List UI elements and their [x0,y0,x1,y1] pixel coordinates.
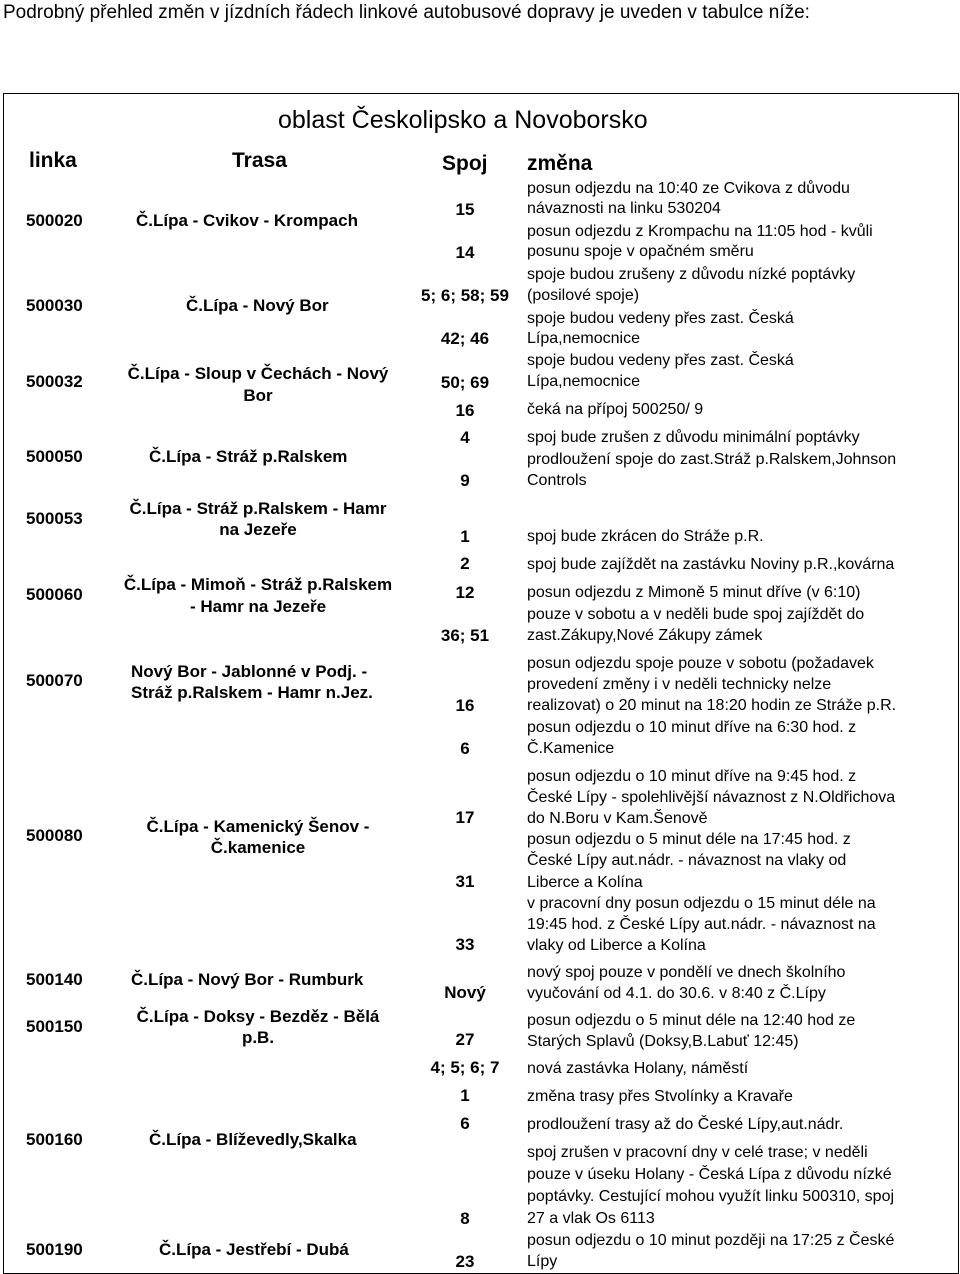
change-text: posun odjezdu o 10 minut dříve na 9:45 hod. z [527,768,857,785]
spoj-number: 5; 6; 58; 59 [421,286,509,305]
spoj-number: 1 [460,1086,470,1105]
route-name: p.B. [241,1028,275,1047]
route-name: Stráž p.Ralskem - Hamr n.Jez. [131,683,373,702]
intro-text: Podrobný přehled změn v jízdních řádech linkové autobusové dopravy je uveden v tabulce níže: [3,2,810,23]
line-code: 500140 [26,970,83,989]
change-text: provedení změny i v neděli technicky nelze [527,676,832,693]
route-name: na Jezeře [219,520,297,539]
route-name: Č.Lípa - Nový Bor [186,296,329,315]
spoj-number: 6 [460,1114,470,1133]
change-text: posun odjezdu na 10:40 ze Cvikova z důvodu [527,180,850,197]
line-code: 500020 [26,211,83,230]
table-top-border [3,93,959,94]
spoj-number: 8 [460,1209,470,1228]
change-text: posun odjezdu spoje pouze v sobotu (požadavek [527,655,874,672]
spoj-number: Nový [444,983,486,1002]
change-text: prodloužení spoje do zast.Stráž p.Ralskem,Johnson [527,451,897,468]
change-text: spoje budou vedeny přes zast. Česká [527,352,794,369]
line-code: 500160 [26,1130,83,1149]
spoj-number: 15 [455,200,475,219]
line-code: 500053 [26,509,83,528]
spoj-number: 27 [455,1030,475,1049]
change-text: Liberce a Kolína [527,874,643,891]
header-spoj: Spoj [442,152,488,175]
change-text: návaznosti na linku 530204 [527,200,721,217]
spoj-number: 1 [460,527,470,546]
line-code: 500150 [26,1017,83,1036]
line-code: 500032 [26,372,83,391]
change-text: pouze v úseku Holany - Česká Lípa z důvodu nízké [527,1166,892,1183]
change-text: 27 a vlak Os 6113 [527,1210,655,1227]
spoj-number: 16 [455,401,475,420]
spoj-number: 6 [460,739,470,758]
spoj-number: 16 [455,696,475,715]
change-text: čeká na přípoj 500250/ 9 [527,401,704,418]
change-text: posun odjezdu o 10 minut později na 17:25 z České [527,1232,895,1249]
header-linka: linka [29,149,77,172]
spoj-number: 23 [455,1252,475,1271]
change-text: posun odjezdu o 5 minut déle na 12:40 hod ze [527,1012,856,1029]
spoj-number: 14 [455,243,475,262]
spoj-number: 2 [460,554,470,573]
route-name: Č.Lípa - Nový Bor - Rumburk [131,970,364,989]
header-zmena: změna [527,152,593,175]
change-text: posun odjezdu o 5 minut déle na 17:45 hod. z [527,831,851,848]
route-name: Č.Lípa - Stráž p.Ralskem - Hamr [129,499,387,518]
change-text: spoj zrušen v pracovní dny v celé trase; v neděli [527,1144,868,1161]
line-code: 500050 [26,447,83,466]
line-code: 500190 [26,1240,83,1259]
header-trasa: Trasa [232,149,287,172]
line-code: 500060 [26,585,83,604]
spoj-number: 12 [455,583,475,602]
route-name: Bor [243,386,273,405]
route-name: Č.Lípa - Jestřebí - Dubá [159,1240,349,1259]
change-text: pouze v sobotu a v neděli bude spoj zajíždět do [527,606,865,623]
line-code: 500070 [26,671,83,690]
spoj-number: 33 [455,935,475,954]
change-text: spoje budou vedeny přes zast. Česká [527,310,794,327]
spoj-number: 31 [455,872,475,891]
change-text: vlaky od Liberce a Kolína [527,937,706,954]
change-text: spoj bude zrušen z důvodu minimální poptávky [527,429,860,446]
change-text: posunu spoje v opačném směru [527,243,754,260]
route-name: Č.Lípa - Cvikov - Krompach [136,211,358,230]
route-name: Nový Bor - Jablonné v Podj. - [131,662,368,681]
change-text: spoj bude zkrácen do Stráže p.R. [527,528,764,545]
change-text: Č.Kamenice [527,740,615,757]
change-text: spoje budou zrušeny z důvodu nízké poptávky [527,266,856,283]
change-text: posun odjezdu o 10 minut dříve na 6:30 hod. z [527,719,857,736]
change-text: (posilové spoje) [527,287,640,304]
table-left-border [3,93,4,1273]
change-text: spoj bude zajíždět na zastávku Noviny p.R.,kovárna [527,556,895,573]
table-title: oblast Českolipsko a Novoborsko [278,106,648,134]
route-name: Č.Lípa - Sloup v Čechách - Nový [127,364,389,383]
spoj-number: 50; 69 [440,373,490,392]
route-name: Č.Lípa - Mimoň - Stráž p.Ralskem [123,575,393,594]
spoj-number: 9 [460,471,470,490]
change-text: Lípa,nemocnice [527,330,640,347]
change-text: prodloužení trasy až do České Lípy,aut.nádr. [527,1116,844,1133]
route-name: Č.Lípa - Doksy - Bezděz - Bělá [136,1007,380,1026]
spoj-number: 17 [455,808,475,827]
change-text: České Lípy - spolehlivější návaznost z N.Oldřichova [527,789,896,806]
change-text: posun odjezdu z Krompachu na 11:05 hod - kvůli [527,223,873,240]
line-code: 500030 [26,296,83,315]
change-text: Starých Splavů (Doksy,B.Labuť 12:45) [527,1033,799,1050]
change-text: realizovat) o 20 minut na 18:20 hodin ze Stráže p.R. [527,697,897,714]
change-text: nový spoj pouze v pondělí ve dnech školního [527,964,846,981]
spoj-number: 36; 51 [440,626,490,645]
route-name: - Hamr na Jezeře [189,597,327,616]
spoj-number: 42; 46 [440,329,490,348]
change-text: České Lípy aut.nádr. - návaznost na vlaky od [527,852,847,869]
change-text: změna trasy přes Stvolínky a Kravaře [527,1088,793,1105]
change-text: nová zastávka Holany, náměstí [527,1060,749,1077]
route-name: Č.Lípa - Stráž p.Ralskem [149,447,348,466]
change-text: Lípa,nemocnice [527,373,640,390]
spoj-number: 4 [460,428,470,447]
change-text: v pracovní dny posun odjezdu o 15 minut déle na [527,895,876,912]
change-text: zast.Zákupy,Nové Zákupy zámek [527,627,763,644]
route-name: Č.kamenice [210,838,306,857]
route-name: Č.Lípa - Kamenický Šenov - [146,817,370,836]
line-code: 500080 [26,826,83,845]
change-text: poptávky. Cestující mohou využít linku 500310, spoj [527,1188,895,1205]
change-text: Controls [527,472,587,489]
change-text: posun odjezdu z Mimoně 5 minut dříve (v 6:10) [527,584,861,601]
change-text: 19:45 hod. z České Lípy aut.nádr. - návaznost na [527,916,876,933]
spoj-number: 4; 5; 6; 7 [430,1058,500,1077]
table-right-border [958,93,959,1273]
change-text: do N.Boru v Kam.Šenově [527,810,708,827]
route-name: Č.Lípa - Blíževedly,Skalka [149,1130,357,1149]
change-text: vyučování od 4.1. do 30.6. v 8:40 z Č.Lípy [527,985,826,1002]
change-text: Lípy [527,1253,558,1270]
